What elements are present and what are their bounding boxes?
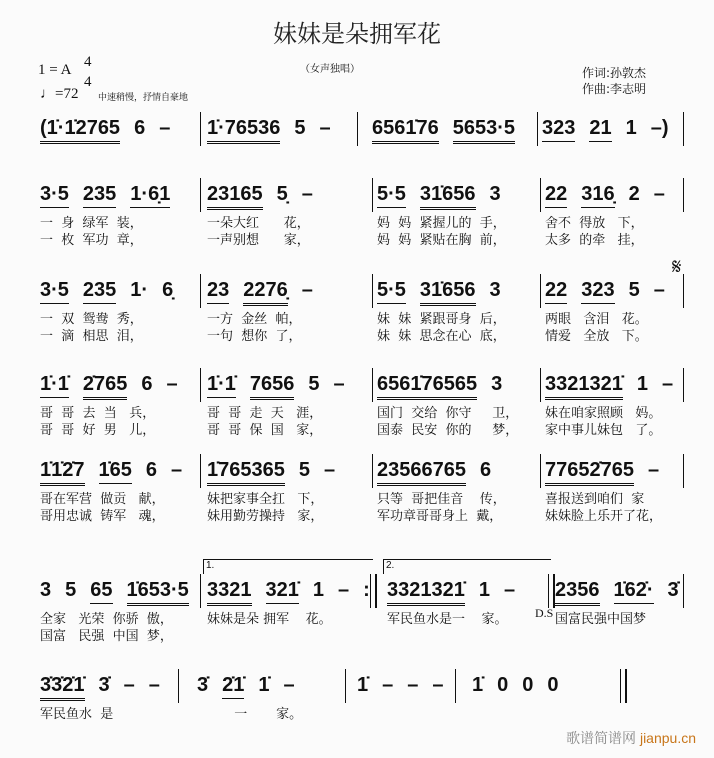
note-group: 1̇ <box>357 674 369 696</box>
measure-notes <box>545 182 679 208</box>
lyrics-verse-2: 一 滴 相思 泪， <box>40 329 143 344</box>
note-group: 3·5 <box>40 182 69 208</box>
measure-notes <box>40 458 196 486</box>
measure <box>38 578 200 644</box>
barline <box>455 669 456 703</box>
note-group: 3321321̇ <box>387 578 465 606</box>
lyrics-verse-1: 哥在军营 做贡 献， <box>40 492 165 507</box>
measure-notes <box>545 372 687 400</box>
note-group: – <box>647 459 660 481</box>
lyricist: 作词:孙敦杰 <box>582 66 647 80</box>
barline <box>683 454 684 488</box>
note-group: 5·5 <box>377 182 406 208</box>
measure-notes <box>372 116 529 144</box>
watermark-cn: 歌谱简谱网 <box>566 730 637 746</box>
lyrics-verse-1: 妹把家事全扛 下， <box>207 492 324 507</box>
barline <box>200 274 201 308</box>
lyrics-verse-2: 家中事儿妹包 了。 <box>545 423 662 438</box>
measure-notes <box>387 578 529 606</box>
note-group: 1̇·1̇ <box>207 372 236 398</box>
lyrics-verse-2: 一声别想 家， <box>207 233 310 248</box>
lyrics-verse-1: 一朵大红 花， <box>207 216 310 231</box>
note-group: 65 <box>90 578 112 604</box>
measure <box>470 673 620 713</box>
note-group: 1̇65 <box>99 458 132 484</box>
measure <box>205 278 372 344</box>
key-signature: 1 = A <box>38 62 72 78</box>
lyrics-verse-2: 妈 妈 紧贴在胸 前， <box>377 233 506 248</box>
barline <box>200 368 201 402</box>
note-group: – <box>324 459 336 481</box>
note-group: 2276̣ <box>243 278 288 306</box>
ds-marking: D.S <box>535 606 554 620</box>
note-group: 5 <box>298 459 310 481</box>
note-group: 1̇ <box>472 674 484 696</box>
barline <box>683 178 684 212</box>
measure <box>38 278 200 344</box>
note-group: 235 <box>83 182 116 208</box>
note-group: 235 <box>83 278 116 304</box>
note-group: 1̇62̇· <box>614 578 654 604</box>
measure <box>195 673 345 722</box>
measure <box>540 116 683 156</box>
lyrics-verse-1: 军民鱼水是一 家。 <box>387 612 508 627</box>
lyrics-verse-2: 妹妹脸上乐开了花， <box>545 509 663 524</box>
lyrics-verse-1: 哥 哥 去 当 兵， <box>40 406 156 421</box>
double-barline <box>370 574 377 608</box>
note-group: – <box>504 579 516 601</box>
measure <box>553 578 683 627</box>
expression-marking: 中速稍慢，抒情自豪地 <box>98 93 189 103</box>
time-signature-bottom: 4 <box>84 74 92 90</box>
note-group: 2̇765 <box>83 372 128 400</box>
lyrics-verse-2: 哥 哥 保 国 家， <box>207 423 323 438</box>
note-group: 3̇ <box>98 674 110 696</box>
barline <box>540 178 541 212</box>
note-group: 2̇1̇ <box>222 673 244 699</box>
lyrics-verse-1: 国门 交给 你守 卫， <box>377 406 519 421</box>
composer: 作曲:李志明 <box>582 82 647 96</box>
note-group: 21 <box>589 116 611 142</box>
note-group: 2356 <box>555 578 600 606</box>
note-group: – <box>301 183 313 205</box>
volta-first-ending: 1. <box>203 559 373 574</box>
measure <box>375 458 540 524</box>
note-group: 5 <box>65 579 77 601</box>
note-group: – <box>333 373 345 395</box>
note-group: 3321 <box>207 578 252 606</box>
note-group: 23165 <box>207 182 263 210</box>
measure-notes <box>40 372 192 400</box>
note-group: 1̇653·5 <box>127 578 189 606</box>
note-group: – <box>653 183 665 205</box>
note-group: – <box>319 117 331 139</box>
lyrics-verse-2: 哥用忠诚 铸军 魂， <box>40 509 165 524</box>
measure-notes <box>40 673 174 701</box>
lyrics-verse-2: 一句 想你 了， <box>207 329 302 344</box>
barline <box>683 274 684 308</box>
lyrics-verse-1: 一 身 绿军 装， <box>40 216 143 231</box>
note-group: 3·5 <box>40 278 69 304</box>
note-group: 5 <box>294 117 306 139</box>
note-group: 1· <box>130 279 149 301</box>
barline <box>540 368 541 402</box>
measure <box>205 182 372 248</box>
measure-notes <box>377 278 515 306</box>
measure <box>375 372 540 438</box>
barline <box>200 454 201 488</box>
measure <box>375 182 540 248</box>
note-group: – <box>653 279 665 301</box>
measure <box>543 182 683 248</box>
note-group: 1̇·76536 <box>207 116 280 144</box>
note-group: 7656 <box>250 372 295 400</box>
measure <box>205 578 370 627</box>
note-group: – <box>382 674 394 696</box>
note-group: 22 <box>545 278 567 304</box>
measure <box>355 673 455 713</box>
lyrics-verse-1: 一 双 鸳鸯 秀， <box>40 312 143 327</box>
measure-notes <box>545 278 679 304</box>
barline <box>372 274 373 308</box>
song-title: 妹妹是朵拥军花 <box>273 20 441 48</box>
note-group: – <box>407 674 419 696</box>
barline <box>537 112 538 146</box>
barline <box>540 454 541 488</box>
measure <box>205 116 357 156</box>
note-group: 0 <box>547 674 559 696</box>
note-group: 3 <box>489 279 501 301</box>
note-group: 3 <box>40 579 52 601</box>
lyrics-verse-1: 妹在咱家照顾 妈。 <box>545 406 662 421</box>
measure <box>370 116 537 156</box>
note-group: 23 <box>207 278 229 304</box>
barline <box>345 669 346 703</box>
measure-notes <box>40 578 203 606</box>
note-group: 6̣ <box>162 279 174 301</box>
note-group: 3̇ <box>197 674 209 696</box>
measure-notes <box>207 182 327 210</box>
measure-notes <box>472 673 573 697</box>
note-group: 22 <box>545 182 567 208</box>
measure-notes <box>207 578 384 606</box>
note-group: 77652̇765 <box>545 458 634 486</box>
measure-notes <box>377 458 505 486</box>
measure-notes <box>377 182 515 210</box>
note-group: – <box>166 373 178 395</box>
note-group: (1̇·1̇2765 <box>40 116 120 144</box>
lyrics-verse-2: 妹用勤劳操持 家， <box>207 509 324 524</box>
tempo-marking <box>40 86 78 103</box>
lyrics-verse-1: 舍不 得放 下， <box>545 216 644 231</box>
barline <box>200 112 201 146</box>
note-group: 316̣ <box>581 182 614 208</box>
barline <box>683 368 684 402</box>
measure-notes <box>555 578 693 606</box>
lyrics-verse-2: 国富 民强 中国 梦， <box>40 629 173 644</box>
note-group: 5 <box>628 279 640 301</box>
measure <box>385 578 548 627</box>
time-signature <box>84 52 92 92</box>
measure <box>543 372 683 438</box>
note-group: 6561̇76565 <box>377 372 477 400</box>
barline <box>178 669 179 703</box>
note-group: 3 <box>491 373 503 395</box>
measure <box>38 673 178 722</box>
barline <box>683 112 684 146</box>
lyrics-verse-1: 哥 哥 走 天 涯， <box>207 406 323 421</box>
barline <box>372 178 373 212</box>
note-group: 323 <box>581 278 614 304</box>
note-group: 6 <box>479 459 492 481</box>
note-group: 5653·5 <box>453 116 515 144</box>
note-group: 1 <box>625 117 637 139</box>
measure-notes <box>545 458 673 486</box>
lyrics-verse-2: 情爱 全放 下。 <box>545 329 648 344</box>
lyrics-verse-1: 两眼 含泪 花。 <box>545 312 648 327</box>
note-group: – <box>338 579 350 601</box>
note-group: 23566765 <box>377 458 466 486</box>
note-group: 321̇ <box>266 578 299 604</box>
note-group: 1 <box>636 373 648 395</box>
measure <box>205 372 372 438</box>
note-group: 0 <box>522 674 534 696</box>
note-group: 6561̇76 <box>372 116 439 144</box>
note-group: 3̇ <box>667 579 679 601</box>
note-group: 1̇765365 <box>207 458 285 486</box>
lyrics-verse-2: 军功章哥哥身上 戴， <box>377 509 503 524</box>
note-group: 31̇656 <box>420 278 476 306</box>
barline <box>200 178 201 212</box>
measure-notes <box>40 278 187 304</box>
measure <box>205 458 372 524</box>
lyrics-verse-1: 全家 光荣 你骄 傲， <box>40 612 173 627</box>
note-group: – <box>123 674 135 696</box>
measure <box>38 458 200 524</box>
note-group: – <box>432 674 444 696</box>
note-group: 1 <box>478 579 490 601</box>
measure-notes <box>377 372 516 400</box>
note-group: : <box>363 579 370 601</box>
subtitle: （女声独唱） <box>300 64 360 75</box>
note-group: 6 <box>141 373 153 395</box>
note-group: 6 <box>134 117 146 139</box>
note-group: 3 <box>489 183 501 205</box>
measure <box>38 372 200 438</box>
lyrics-verse-1: 妈 妈 紧握儿的 手， <box>377 216 506 231</box>
measure-notes <box>207 278 327 306</box>
measure-notes <box>40 116 184 144</box>
measure <box>375 278 540 344</box>
measure-notes <box>40 182 184 208</box>
quarter-note-icon: ♩ <box>40 86 55 102</box>
measure-notes <box>207 372 359 400</box>
note-group: – <box>171 459 183 481</box>
lyrics-verse-2: 一 枚 军功 章， <box>40 233 143 248</box>
lyrics-verse-1: 喜报送到咱们 家 <box>545 492 645 507</box>
note-group: – <box>662 373 674 395</box>
tempo-value: =72 <box>55 86 79 102</box>
note-group: –) <box>650 117 669 139</box>
measure-notes <box>207 458 349 486</box>
note-group: 5·5 <box>377 278 406 304</box>
note-group: 3̇3̇2̇1̇ <box>40 673 85 701</box>
note-group: – <box>301 279 313 301</box>
measure <box>543 458 683 524</box>
lyrics-verse-2: 哥 哥 好 男 儿， <box>40 423 156 438</box>
barline <box>357 112 358 146</box>
lyrics-verse-1: 一方 金丝 帕， <box>207 312 302 327</box>
note-group: 5̣ <box>276 183 288 205</box>
note-group: 323 <box>542 116 575 142</box>
measure-notes <box>542 116 683 142</box>
lyrics-verse-1: 只等 哥把佳音 传， <box>377 492 506 507</box>
barline <box>200 574 201 608</box>
time-signature-top: 4 <box>84 54 92 70</box>
barline <box>372 454 373 488</box>
volta-second-ending: 2. <box>383 559 551 574</box>
lyrics-verse-1: 一 家。 <box>197 707 303 722</box>
measure <box>543 278 683 344</box>
lyrics-verse-2: 妹 妹 思念在心 底， <box>377 329 506 344</box>
lyrics-verse-2: 国泰 民安 你的 梦， <box>377 423 519 438</box>
note-group: 2 <box>628 183 640 205</box>
lyrics-verse-2: 太多 的牵 挂， <box>545 233 644 248</box>
note-group: – <box>159 117 171 139</box>
note-group: 1̇·1̇ <box>40 372 69 398</box>
note-group: 1̇1̇2̇7 <box>40 458 85 486</box>
double-barline <box>620 669 627 703</box>
measure-notes <box>207 116 345 144</box>
note-group: 3321321̇ <box>545 372 623 400</box>
measure-notes <box>357 673 458 697</box>
note-group: 1 <box>312 579 324 601</box>
measure-notes <box>197 673 309 699</box>
measure <box>38 182 200 248</box>
note-group: 0 <box>497 674 509 696</box>
note-group: 31̇656 <box>420 182 476 210</box>
note-group: – <box>283 674 295 696</box>
note-group: 6 <box>145 459 157 481</box>
lyrics-verse-1: 军民鱼水 是 <box>40 707 114 722</box>
segno-icon: 𝄋 <box>672 254 682 279</box>
barline <box>683 574 684 608</box>
lyrics-verse-1: 妹 妹 紧跟哥身 后， <box>377 312 506 327</box>
lyrics-verse-1: 国富民强中国梦 <box>555 612 647 627</box>
watermark-logo <box>566 728 696 748</box>
measure <box>38 116 200 156</box>
barline <box>372 368 373 402</box>
note-group: – <box>148 674 160 696</box>
note-group: 5 <box>308 373 320 395</box>
lyrics-verse-1: 妹妹是朵 拥军 花。 <box>207 612 332 627</box>
barline <box>540 274 541 308</box>
note-group: 1̇ <box>258 674 270 696</box>
watermark-en: jianpu.cn <box>639 730 696 746</box>
note-group: 1·6̣1 <box>130 182 170 208</box>
